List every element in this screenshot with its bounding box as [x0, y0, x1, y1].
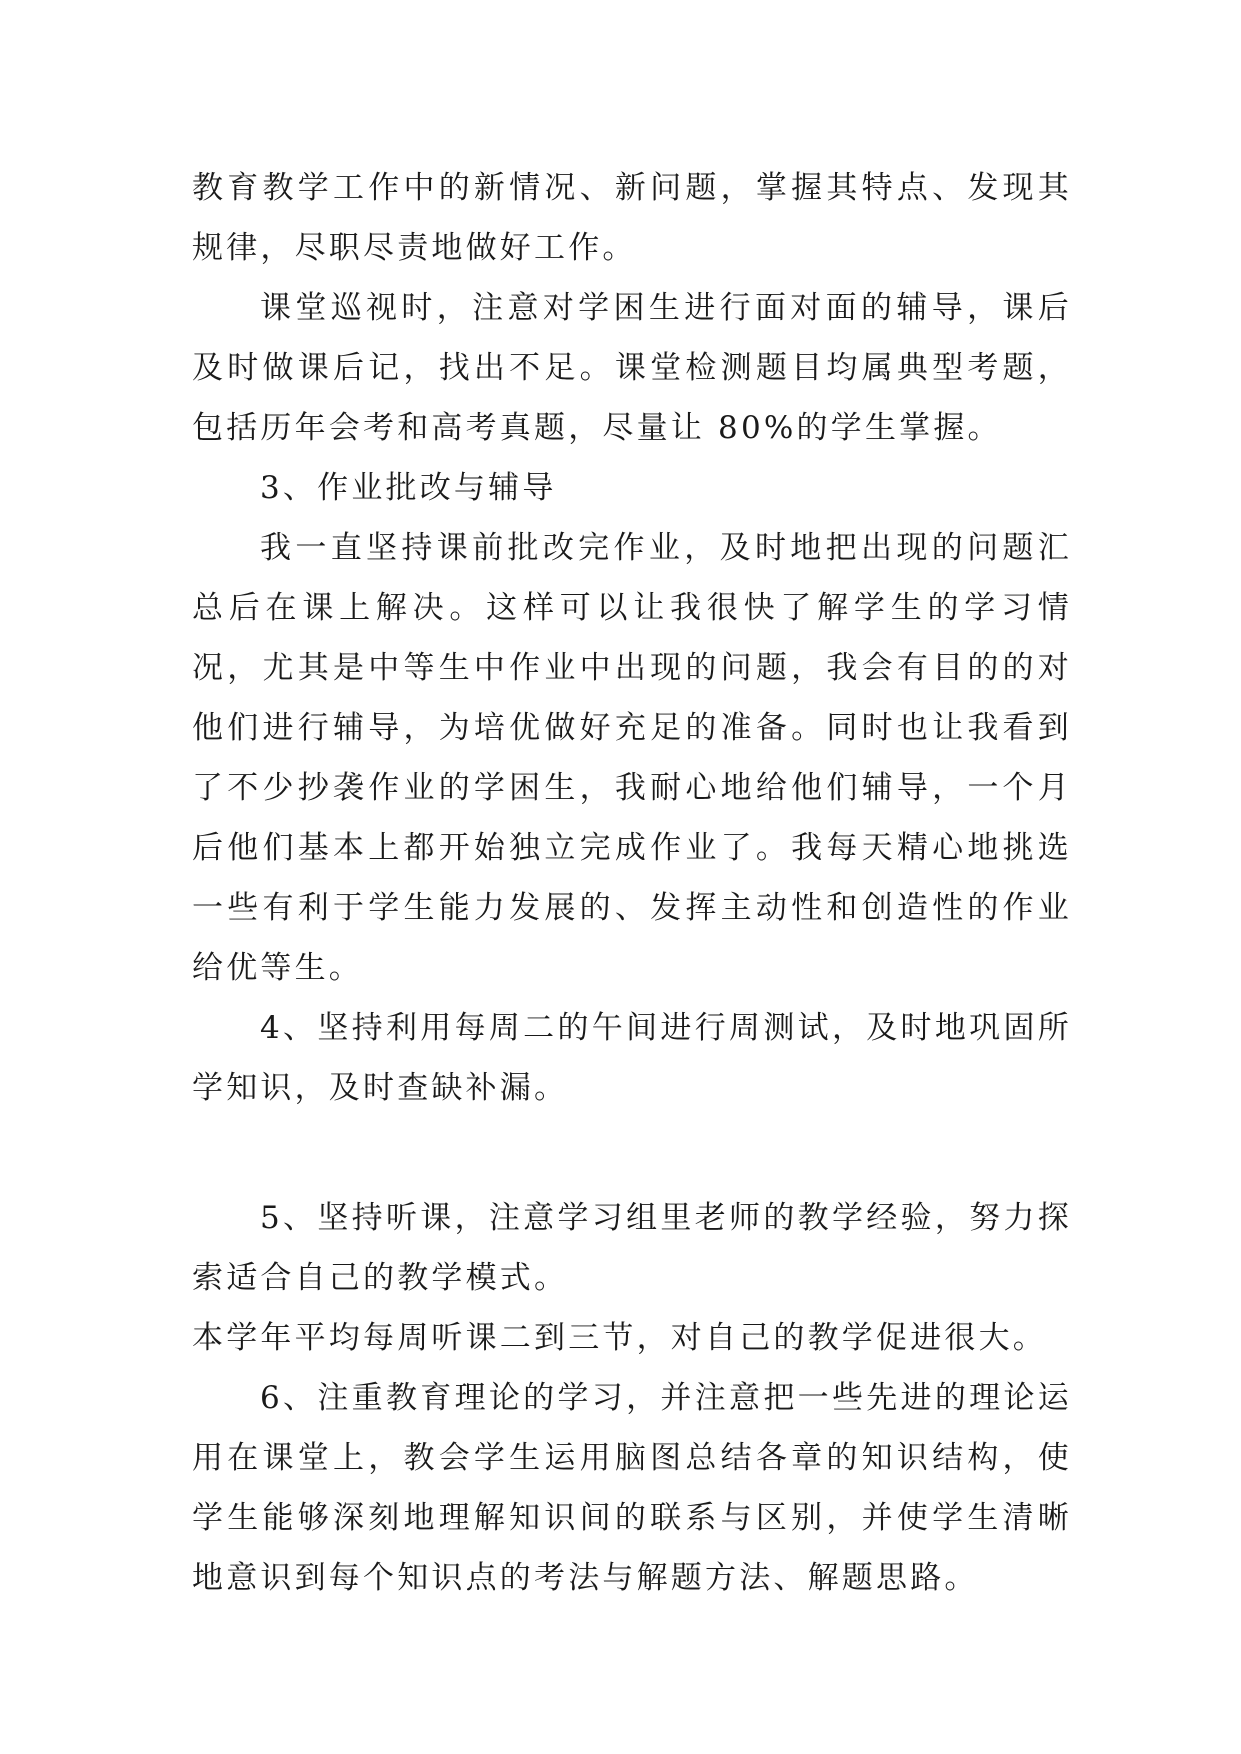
paragraph-homework: 我一直坚持课前批改完作业，及时地把出现的问题汇总后在课上解决。这样可以让我很快了解学生的学习情况，尤其是中等生中作业中出现的问题，我会有目的的对他们进行辅导，为培优做好充足的准备。同时也让我看到了不少抄袭作业的学困生，我耐心地给他们辅导，一个月后他们基本上都开始独立完成作业了。我每天精心地挑选一些有利于学生能力发展的、发挥主动性和创造性的作业给优等生。	[192, 530, 1072, 986]
paragraph-weekly-test: 4、坚持利用每周二的午间进行周测试，及时地巩固所学知识，及时查缺补漏。	[192, 1010, 1072, 1106]
paragraph-continuation: 教育教学工作中的新情况、新问题，掌握其特点、发现其规律，尽职尽责地做好工作。	[192, 170, 1072, 266]
document-body	[192, 158, 1072, 1608]
paragraph-education-theory: 6、注重教育理论的学习，并注意把一些先进的理论运用在课堂上，教会学生运用脑图总结各章的知识结构，使学生能够深刻地理解知识间的联系与区别，并使学生清晰地意识到每个知识点的考法与解题方法、解题思路。	[192, 1380, 1072, 1596]
paragraph-observation-frequency: 本学年平均每周听课二到三节，对自己的教学促进很大。	[192, 1320, 1047, 1356]
paragraph-classroom-patrol: 课堂巡视时，注意对学困生进行面对面的辅导，课后及时做课后记，找出不足。课堂检测题目均属典型考题，包括历年会考和高考真题，尽量让 80%的学生掌握。	[192, 290, 1072, 446]
section-heading-homework: 3、作业批改与辅导	[260, 470, 557, 506]
paragraph-lesson-observation: 5、坚持听课，注意学习组里老师的教学经验，努力探索适合自己的教学模式。	[192, 1200, 1072, 1296]
